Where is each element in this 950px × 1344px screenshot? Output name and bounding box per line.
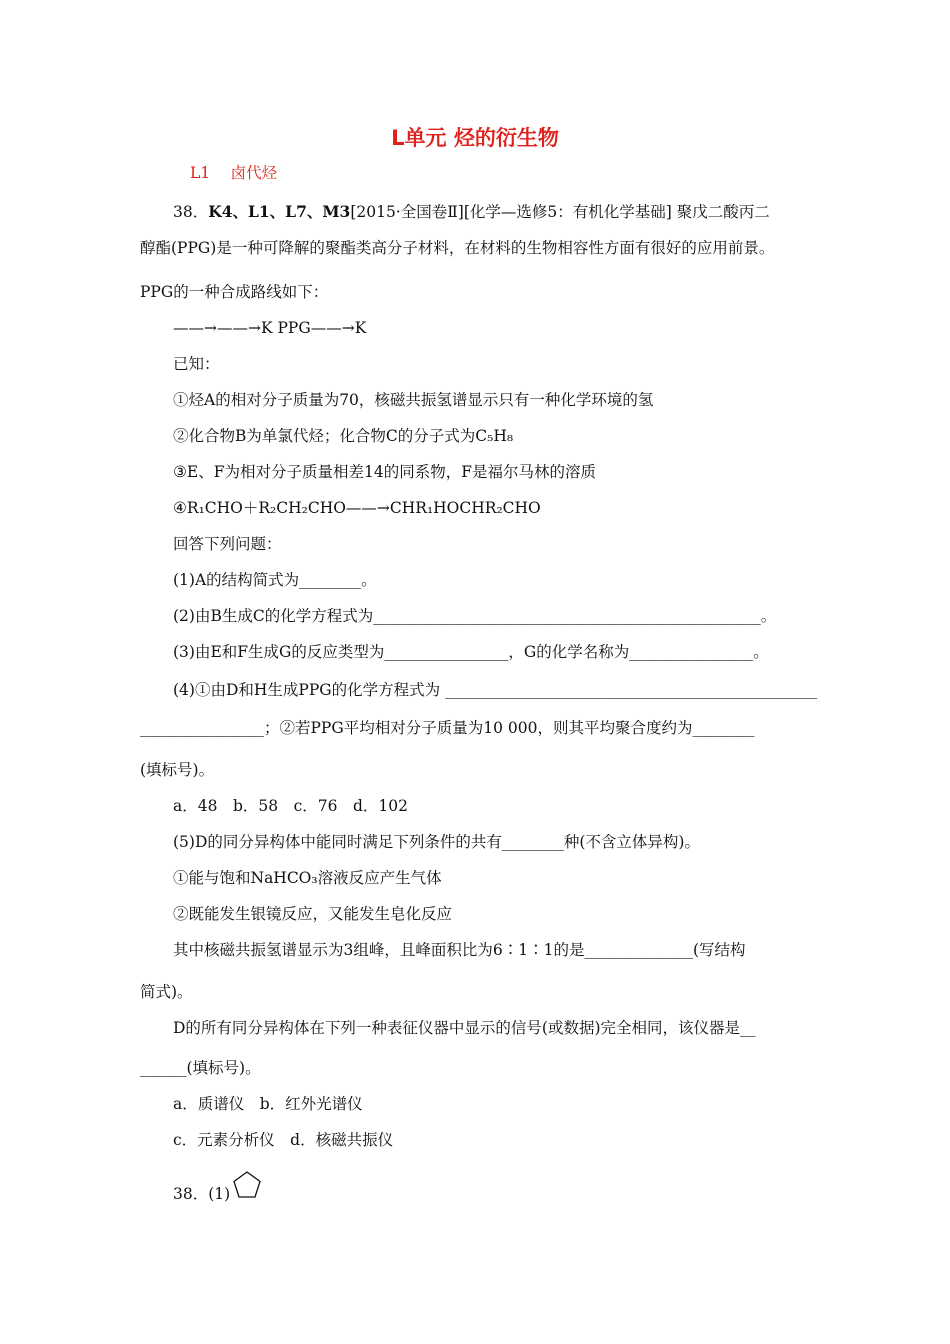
condition-2: ②既能发生银镜反应，又能发生皂化反应 (173, 905, 453, 923)
condition-1: ①能与饱和NaHCO₃溶液反应产生气体 (173, 869, 442, 887)
sub-question-4-line-1: (4)①由D和H生成PPG的化学方程式为 ________________________________________________ (173, 681, 818, 699)
sub-question-4-options: a．48 b．58 c．76 d．102 (173, 797, 409, 815)
unit-title: L单元 烃的衍生物 (391, 126, 559, 150)
instrument-options-1: a．质谱仪 b．红外光谱仪 (173, 1095, 363, 1113)
instrument-options-2: c．元素分析仪 d．核磁共振仪 (173, 1131, 394, 1149)
section-heading: L1 卤代烃 (190, 164, 278, 182)
sub-question-2: (2)由B生成C的化学方程式为__________________________________________________。 (173, 607, 777, 625)
sub-question-5: (5)D的同分异构体中能同时满足下列条件的共有________种(不含立体异构)。 (173, 833, 700, 851)
answer-1: 38．(1) (173, 1185, 231, 1203)
known-item-3: ③E、F为相对分子质量相差14的同系物，F是福尔马林的溶质 (173, 463, 596, 481)
sub-question-5-line-3: 简式)。 (140, 983, 193, 1001)
question-header (173, 202, 770, 222)
question-line-1: [2015·全国卷Ⅱ][化学—选修5：有机化学基础] 聚戊二酸丙二 (350, 203, 770, 221)
cyclopentane-structure-icon (232, 1170, 262, 1200)
sub-question-5-line-2: 其中核磁共振氢谱显示为3组峰，且峰面积比为6∶1∶1的是______________(写结构 (173, 941, 746, 959)
sub-question-1: (1)A的结构简式为________。 (173, 571, 377, 589)
sub-question-5-line-4: D的所有同分异构体在下列一种表征仪器中显示的信号(或数据)完全相同，该仪器是__ (173, 1019, 756, 1037)
sub-question-4-line-2: ________________；②若PPG平均相对分子质量为10 000，则其平均聚合度约为________ (140, 719, 755, 737)
question-line-3: PPG的一种合成路线如下： (140, 283, 329, 301)
known-item-4: ④R₁CHO＋R₂CH₂CHO——→CHR₁HOCHR₂CHO (173, 499, 541, 517)
question-line-2: 醇酯(PPG)是一种可降解的聚酯类高分子材料，在材料的生物相容性方面有很好的应用前景。 (140, 239, 775, 257)
sub-question-5-line-5: ______(填标号)。 (140, 1059, 261, 1077)
known-item-2: ②化合物B为单氯代烃；化合物C的分子式为C₅H₈ (173, 427, 514, 445)
known-item-1: ①烃A的相对分子质量为70，核磁共振氢谱显示只有一种化学环境的氢 (173, 391, 654, 409)
question-number: 38． (173, 203, 209, 221)
question-tags: K4、L1、L7、M3 (208, 202, 351, 221)
sub-question-3: (3)由E和F生成G的反应类型为________________，G的化学名称为________________。 (173, 643, 769, 661)
sub-question-4-line-3: (填标号)。 (140, 761, 215, 779)
synthesis-route: ——→——→K PPG——→K (173, 319, 367, 337)
answer-heading: 回答下列问题： (173, 535, 282, 553)
known-heading: 已知： (173, 355, 220, 373)
